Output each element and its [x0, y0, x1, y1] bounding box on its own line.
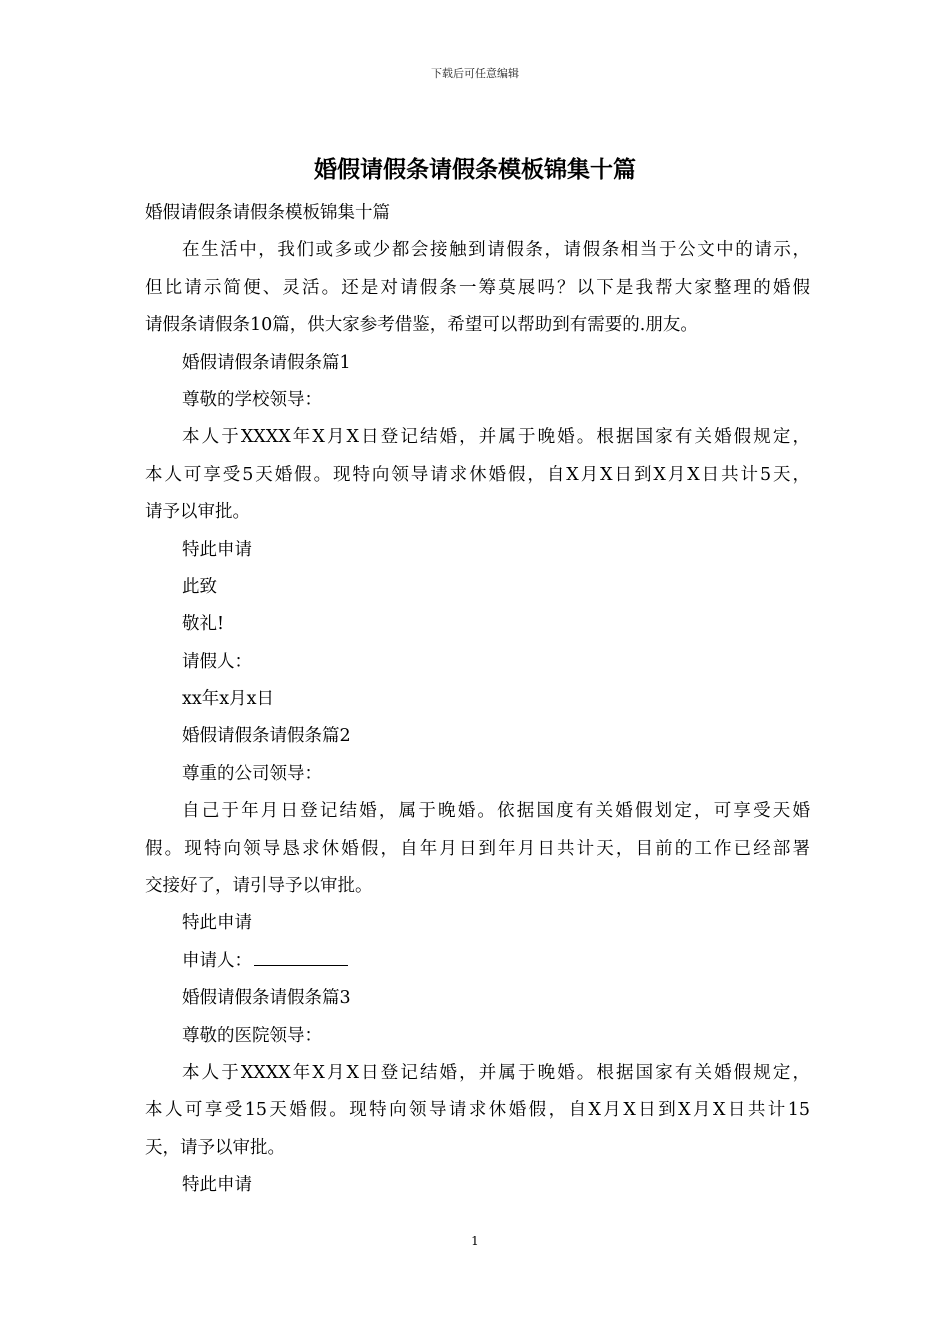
section-heading-2: 婚假请假条请假条篇2: [182, 726, 351, 747]
closing-1-request: 特此申请: [182, 539, 252, 560]
subtitle: 婚假请假条请假条模板锦集十篇: [145, 203, 390, 223]
closing-3-request: 特此申请: [182, 1175, 252, 1196]
body-3-line-1: 本人于XXXX年X月X日登记结婚，并属于晚婚。根据国家有关婚假规定，: [182, 1062, 810, 1083]
document-title: 婚假请假条请假条模板锦集十篇: [314, 156, 636, 183]
greeting-2: 尊重的公司领导：: [182, 763, 322, 784]
body-2-line-2: 假。现特向领导恳求休婚假，自年月日到年月日共计天，目前的工作已经部署: [145, 838, 810, 859]
body-3-line-2: 本人可享受15天婚假。现特向领导请求休婚假，自X月X日到X月X日共计15: [145, 1100, 810, 1121]
document-body: [145, 195, 810, 1205]
intro-line-1: 在生活中，我们或多或少都会接触到请假条，请假条相当于公文中的请示，: [182, 240, 810, 261]
body-1-line-2: 本人可享受5天婚假。现特向领导请求休婚假，自X月X日到X月X日共计5天，: [145, 464, 810, 485]
greeting-3: 尊敬的医院领导：: [182, 1025, 322, 1046]
applicant-row-2: [145, 943, 810, 980]
body-1-line-1: 本人于XXXX年X月X日登记结婚，并属于晚婚。根据国家有关婚假规定，: [182, 427, 810, 448]
intro-line-3: 请假条请假条10篇，供大家参考借鉴，希望可以帮助到有需要的.朋友。: [145, 315, 698, 336]
body-2-line-3: 交接好了，请引导予以审批。: [145, 876, 373, 897]
body-1-line-3: 请予以审批。: [145, 502, 250, 523]
intro-line-2: 但比请示简便、灵活。还是对请假条一筹莫展吗？以下是我帮大家整理的婚假: [145, 277, 810, 298]
closing-1-salute: 敬礼!: [182, 614, 225, 635]
section-heading-1: 婚假请假条请假条篇1: [182, 352, 351, 373]
page-header: 下载后可任意编辑: [431, 67, 519, 80]
applicant-label-2: 申请人：: [182, 950, 252, 971]
closing-1-cizhi: 此致: [182, 576, 217, 597]
page-number: 1: [471, 1234, 479, 1248]
body-3-line-3: 天，请予以审批。: [145, 1137, 285, 1158]
signature-blank-line: [254, 943, 348, 966]
section-heading-3: 婚假请假条请假条篇3: [182, 988, 351, 1009]
applicant-label-1: 请假人：: [182, 651, 252, 672]
body-2-line-1: 自己于年月日登记结婚，属于晚婚。依据国度有关婚假划定，可享受天婚: [182, 801, 810, 822]
closing-2-request: 特此申请: [182, 913, 252, 934]
date-1: xx年x月x日: [182, 689, 274, 710]
greeting-1: 尊敬的学校领导：: [182, 389, 322, 410]
